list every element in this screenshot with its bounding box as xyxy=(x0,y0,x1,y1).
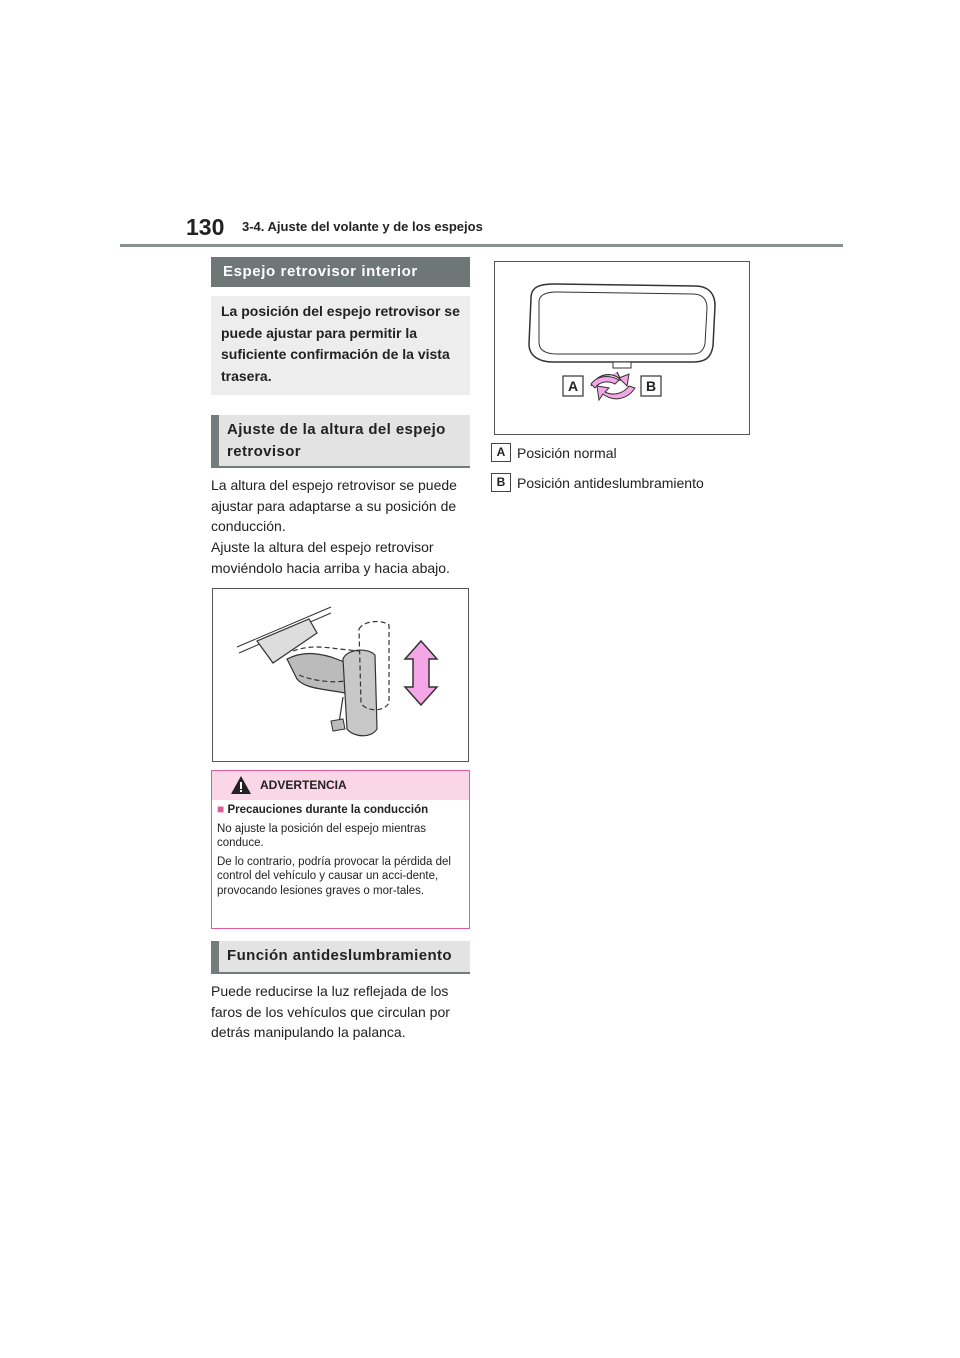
warning-box xyxy=(211,770,470,929)
figure-label-a: A xyxy=(567,378,579,394)
warning-label: ADVERTENCIA xyxy=(260,778,347,792)
mirror-height-figure xyxy=(212,588,469,762)
header-rule xyxy=(120,244,843,247)
antiglare-heading-text: Función antideslumbramiento xyxy=(227,947,452,964)
antiglare-para: Puede reducirse la luz reflejada de los faros de los vehículos que circulan por detrás manipulando la palanca. xyxy=(211,983,450,1040)
legend-item-b xyxy=(491,473,704,492)
intro-box xyxy=(211,296,470,395)
height-adjust-heading xyxy=(211,415,470,468)
chapter-title: 3-4. Ajuste del volante y de los espejos xyxy=(242,219,483,234)
legend-item-a xyxy=(491,443,617,462)
height-adjust-para1: La altura del espejo retrovisor se puede ajustar para adaptarse a su posición de conducción. xyxy=(211,477,457,534)
warning-body xyxy=(212,800,469,898)
mirror-height-illustration xyxy=(213,589,468,761)
height-adjust-heading-text: Ajuste de la altura del espejo retrovisor xyxy=(227,421,446,460)
square-bullet-icon: ■ xyxy=(217,802,225,816)
warning-triangle-icon xyxy=(230,775,252,795)
legend-key-a: A xyxy=(491,443,511,462)
figure-label-b: B xyxy=(645,378,657,394)
antiglare-heading xyxy=(211,941,470,974)
section-title: Espejo retrovisor interior xyxy=(211,257,470,287)
antiglare-figure xyxy=(494,261,750,435)
legend-text-a: Posición normal xyxy=(517,444,617,461)
legend-text-b: Posición antideslumbramiento xyxy=(517,474,704,491)
warning-para1: No ajuste la posición del espejo mientras conduce. xyxy=(217,822,427,849)
antiglare-mirror-illustration xyxy=(495,262,749,434)
warning-subheading: Precauciones durante la conducción xyxy=(227,804,429,816)
legend-key-b: B xyxy=(491,473,511,492)
intro-text: La posición del espejo retrovisor se puede ajustar para permitir la suficiente confirmación de la vista trasera. xyxy=(221,303,460,384)
warning-header xyxy=(212,771,469,800)
warning-para2: De lo contrario, podría provocar la pérdida del control del vehículo y causar un acci-dente, provocando lesiones graves o mor-tales. xyxy=(217,855,451,897)
height-adjust-para2: Ajuste la altura del espejo retrovisor moviéndolo hacia arriba y hacia abajo. xyxy=(211,539,450,576)
page-number: 130 xyxy=(186,214,225,240)
